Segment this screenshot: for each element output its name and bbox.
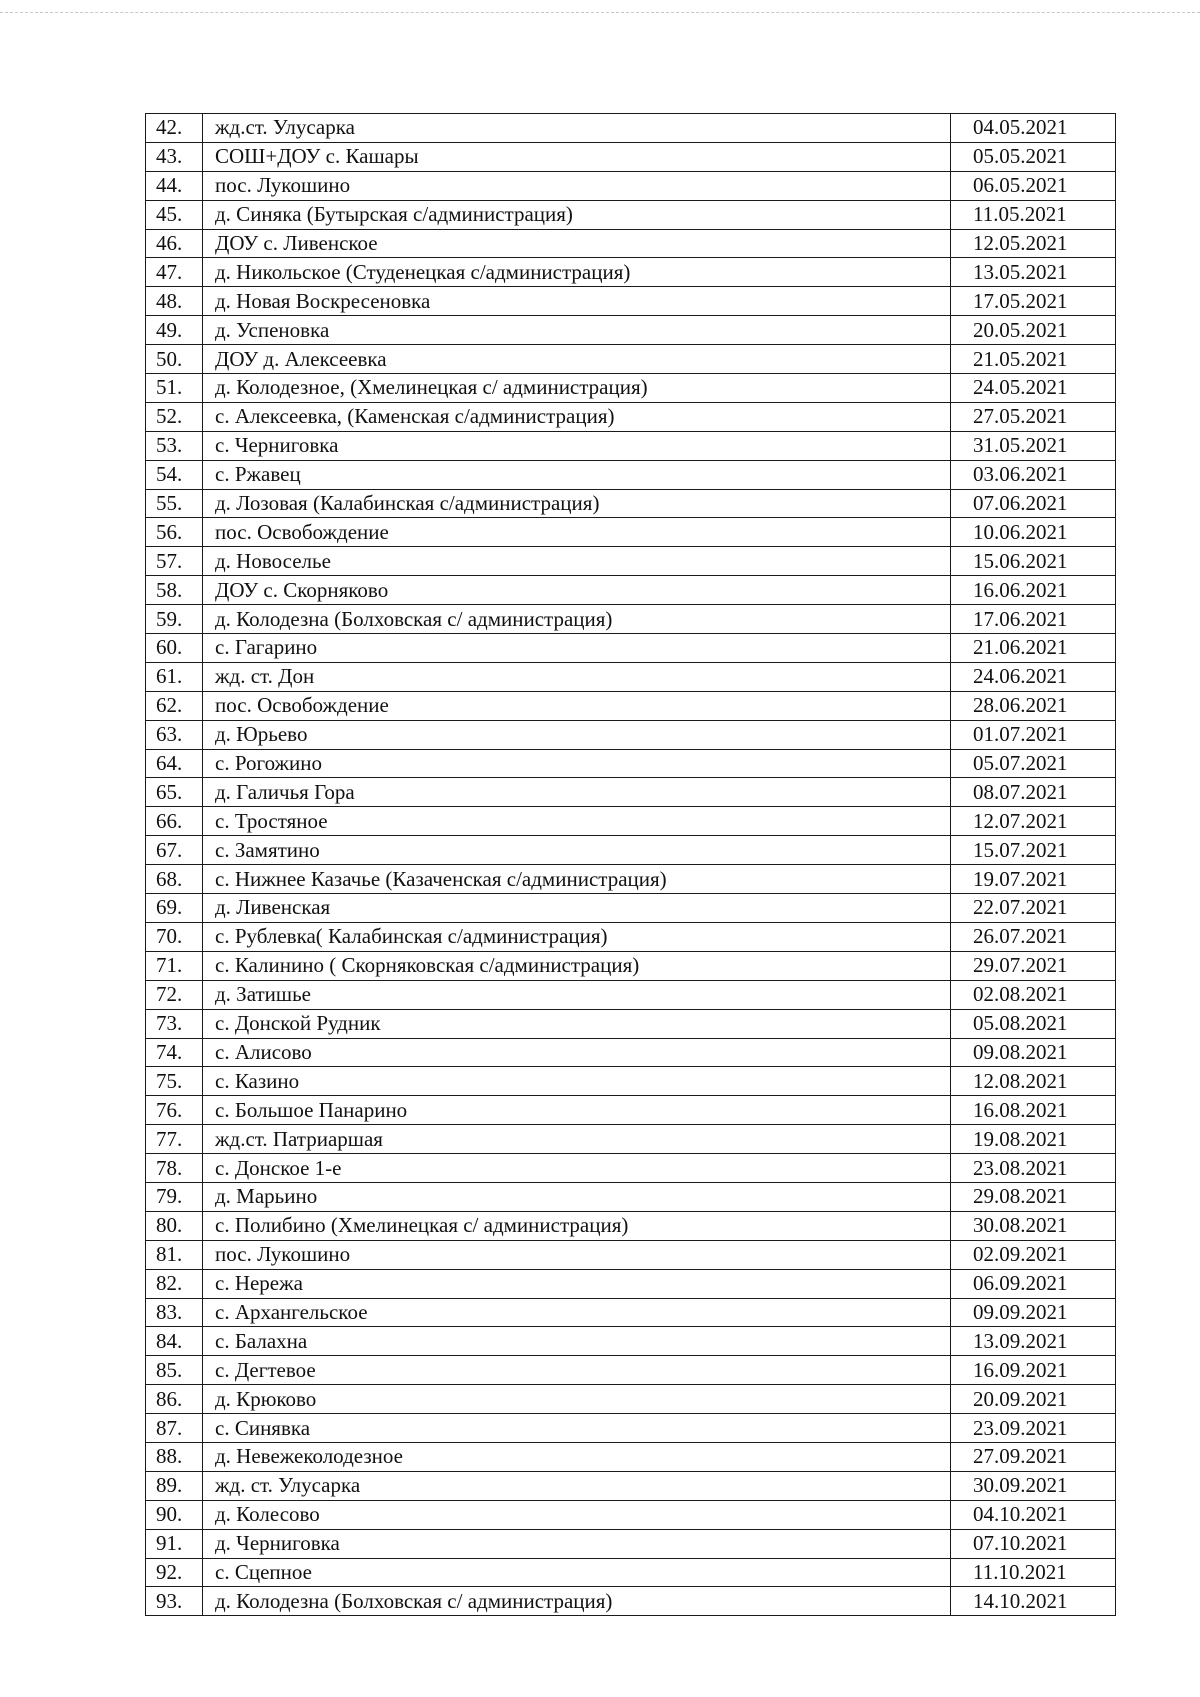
place-name-cell: с. Нережа xyxy=(203,1269,951,1298)
table-row xyxy=(146,1385,1116,1414)
visit-date-cell: 20.09.2021 xyxy=(951,1385,1116,1414)
table-row xyxy=(146,1125,1116,1154)
row-number-cell: 61. xyxy=(146,662,203,691)
row-number-cell: 42. xyxy=(146,114,203,143)
table-row xyxy=(146,402,1116,431)
table-row xyxy=(146,1327,1116,1356)
table-row xyxy=(146,431,1116,460)
place-name-cell: с. Казино xyxy=(203,1067,951,1096)
table-row xyxy=(146,1587,1116,1616)
place-name-cell: с. Сцепное xyxy=(203,1558,951,1587)
visit-date-cell: 05.07.2021 xyxy=(951,749,1116,778)
row-number-cell: 62. xyxy=(146,691,203,720)
row-number-cell: 68. xyxy=(146,865,203,894)
row-number-cell: 84. xyxy=(146,1327,203,1356)
table-row xyxy=(146,1154,1116,1183)
place-name-cell: д. Колесово xyxy=(203,1500,951,1529)
place-name-cell: жд. ст. Улусарка xyxy=(203,1471,951,1500)
row-number-cell: 78. xyxy=(146,1154,203,1183)
visit-date-cell: 09.09.2021 xyxy=(951,1298,1116,1327)
row-number-cell: 58. xyxy=(146,576,203,605)
visit-date-cell: 09.08.2021 xyxy=(951,1038,1116,1067)
table-row xyxy=(146,1269,1116,1298)
visit-date-cell: 07.06.2021 xyxy=(951,489,1116,518)
table-row xyxy=(146,576,1116,605)
row-number-cell: 59. xyxy=(146,605,203,634)
table-row xyxy=(146,460,1116,489)
row-number-cell: 51. xyxy=(146,374,203,403)
table-row xyxy=(146,547,1116,576)
place-name-cell: д. Синяка (Бутырская с/администрация) xyxy=(203,200,951,229)
row-number-cell: 70. xyxy=(146,922,203,951)
table-row xyxy=(146,720,1116,749)
table-row xyxy=(146,489,1116,518)
visit-date-cell: 13.09.2021 xyxy=(951,1327,1116,1356)
table-row xyxy=(146,316,1116,345)
place-name-cell: ДОУ с. Ливенское xyxy=(203,229,951,258)
place-name-cell: ДОУ с. Скорняково xyxy=(203,576,951,605)
visit-date-cell: 19.07.2021 xyxy=(951,865,1116,894)
table-row xyxy=(146,865,1116,894)
visit-date-cell: 17.06.2021 xyxy=(951,605,1116,634)
place-name-cell: д. Колодезна (Болховская с/ администрация) xyxy=(203,605,951,634)
place-name-cell: пос. Освобождение xyxy=(203,518,951,547)
visit-date-cell: 02.08.2021 xyxy=(951,980,1116,1009)
place-name-cell: с. Ржавец xyxy=(203,460,951,489)
visit-date-cell: 28.06.2021 xyxy=(951,691,1116,720)
place-name-cell: д. Никольское (Студенецкая с/администрация) xyxy=(203,258,951,287)
visit-date-cell: 29.07.2021 xyxy=(951,951,1116,980)
row-number-cell: 93. xyxy=(146,1587,203,1616)
visit-date-cell: 24.05.2021 xyxy=(951,374,1116,403)
place-name-cell: с. Алексеевка, (Каменская с/администрация) xyxy=(203,402,951,431)
place-name-cell: д. Колодезна (Болховская с/ администрация) xyxy=(203,1587,951,1616)
place-name-cell: д. Марьино xyxy=(203,1182,951,1211)
visit-date-cell: 24.06.2021 xyxy=(951,662,1116,691)
place-name-cell: пос. Лукошино xyxy=(203,171,951,200)
row-number-cell: 81. xyxy=(146,1240,203,1269)
place-name-cell: с. Донской Рудник xyxy=(203,1009,951,1038)
place-name-cell: д. Крюково xyxy=(203,1385,951,1414)
row-number-cell: 48. xyxy=(146,287,203,316)
row-number-cell: 66. xyxy=(146,807,203,836)
visit-date-cell: 16.09.2021 xyxy=(951,1356,1116,1385)
place-name-cell: с. Тростяное xyxy=(203,807,951,836)
visit-date-cell: 06.05.2021 xyxy=(951,171,1116,200)
visit-date-cell: 30.09.2021 xyxy=(951,1471,1116,1500)
place-name-cell: д. Колодезное, (Хмелинецкая с/ администрация) xyxy=(203,374,951,403)
row-number-cell: 85. xyxy=(146,1356,203,1385)
row-number-cell: 69. xyxy=(146,894,203,923)
place-name-cell: д. Успеновка xyxy=(203,316,951,345)
table-row xyxy=(146,1182,1116,1211)
table-row xyxy=(146,114,1116,143)
place-name-cell: жд. ст. Дон xyxy=(203,662,951,691)
table-row xyxy=(146,1442,1116,1471)
row-number-cell: 86. xyxy=(146,1385,203,1414)
visit-date-cell: 16.06.2021 xyxy=(951,576,1116,605)
place-name-cell: с. Донское 1-е xyxy=(203,1154,951,1183)
place-name-cell: с. Архангельское xyxy=(203,1298,951,1327)
visit-date-cell: 04.05.2021 xyxy=(951,114,1116,143)
row-number-cell: 76. xyxy=(146,1096,203,1125)
table-row xyxy=(146,980,1116,1009)
place-name-cell: с. Полибино (Хмелинецкая с/ администрация) xyxy=(203,1211,951,1240)
table-row xyxy=(146,894,1116,923)
table-row xyxy=(146,1529,1116,1558)
visit-date-cell: 07.10.2021 xyxy=(951,1529,1116,1558)
table-row xyxy=(146,749,1116,778)
row-number-cell: 45. xyxy=(146,200,203,229)
table-row xyxy=(146,229,1116,258)
visit-date-cell: 19.08.2021 xyxy=(951,1125,1116,1154)
table-row xyxy=(146,951,1116,980)
table-row xyxy=(146,1240,1116,1269)
visit-date-cell: 13.05.2021 xyxy=(951,258,1116,287)
visit-date-cell: 23.08.2021 xyxy=(951,1154,1116,1183)
table-row xyxy=(146,1500,1116,1529)
visit-date-cell: 27.09.2021 xyxy=(951,1442,1116,1471)
visit-date-cell: 21.06.2021 xyxy=(951,634,1116,663)
place-name-cell: с. Калинино ( Скорняковская с/администрация) xyxy=(203,951,951,980)
table-row xyxy=(146,171,1116,200)
place-name-cell: жд.ст. Улусарка xyxy=(203,114,951,143)
place-name-cell: с. Рублевка( Калабинская с/администрация) xyxy=(203,922,951,951)
visit-date-cell: 03.06.2021 xyxy=(951,460,1116,489)
row-number-cell: 50. xyxy=(146,345,203,374)
row-number-cell: 82. xyxy=(146,1269,203,1298)
table-row xyxy=(146,1009,1116,1038)
table-row xyxy=(146,345,1116,374)
row-number-cell: 89. xyxy=(146,1471,203,1500)
table-row xyxy=(146,1096,1116,1125)
row-number-cell: 53. xyxy=(146,431,203,460)
table-row xyxy=(146,1038,1116,1067)
place-name-cell: д. Юрьево xyxy=(203,720,951,749)
visit-date-cell: 23.09.2021 xyxy=(951,1414,1116,1443)
place-name-cell: с. Черниговка xyxy=(203,431,951,460)
place-name-cell: д. Галичья Гора xyxy=(203,778,951,807)
row-number-cell: 71. xyxy=(146,951,203,980)
row-number-cell: 57. xyxy=(146,547,203,576)
place-name-cell: д. Новая Воскресеновка xyxy=(203,287,951,316)
table-row xyxy=(146,1356,1116,1385)
place-name-cell: пос. Освобождение xyxy=(203,691,951,720)
visit-date-cell: 11.05.2021 xyxy=(951,200,1116,229)
row-number-cell: 77. xyxy=(146,1125,203,1154)
row-number-cell: 72. xyxy=(146,980,203,1009)
visit-date-cell: 10.06.2021 xyxy=(951,518,1116,547)
scan-edge-line xyxy=(0,12,1200,13)
visit-date-cell: 15.06.2021 xyxy=(951,547,1116,576)
visit-date-cell: 02.09.2021 xyxy=(951,1240,1116,1269)
visit-date-cell: 14.10.2021 xyxy=(951,1587,1116,1616)
visit-date-cell: 30.08.2021 xyxy=(951,1211,1116,1240)
schedule-table xyxy=(145,113,1116,1616)
row-number-cell: 64. xyxy=(146,749,203,778)
visit-date-cell: 26.07.2021 xyxy=(951,922,1116,951)
row-number-cell: 83. xyxy=(146,1298,203,1327)
place-name-cell: с. Синявка xyxy=(203,1414,951,1443)
place-name-cell: д. Черниговка xyxy=(203,1529,951,1558)
visit-date-cell: 01.07.2021 xyxy=(951,720,1116,749)
row-number-cell: 92. xyxy=(146,1558,203,1587)
table-row xyxy=(146,518,1116,547)
row-number-cell: 60. xyxy=(146,634,203,663)
place-name-cell: ДОУ д. Алексеевка xyxy=(203,345,951,374)
place-name-cell: с. Замятино xyxy=(203,836,951,865)
visit-date-cell: 29.08.2021 xyxy=(951,1182,1116,1211)
row-number-cell: 80. xyxy=(146,1211,203,1240)
table-row xyxy=(146,662,1116,691)
visit-date-cell: 12.07.2021 xyxy=(951,807,1116,836)
visit-date-cell: 04.10.2021 xyxy=(951,1500,1116,1529)
row-number-cell: 52. xyxy=(146,402,203,431)
schedule-table-body xyxy=(146,114,1116,1616)
visit-date-cell: 12.05.2021 xyxy=(951,229,1116,258)
visit-date-cell: 11.10.2021 xyxy=(951,1558,1116,1587)
place-name-cell: д. Новоселье xyxy=(203,547,951,576)
visit-date-cell: 05.08.2021 xyxy=(951,1009,1116,1038)
place-name-cell: с. Балахна xyxy=(203,1327,951,1356)
row-number-cell: 56. xyxy=(146,518,203,547)
table-row xyxy=(146,142,1116,171)
table-row xyxy=(146,374,1116,403)
row-number-cell: 90. xyxy=(146,1500,203,1529)
table-row xyxy=(146,1471,1116,1500)
place-name-cell: д. Лозовая (Калабинская с/администрация) xyxy=(203,489,951,518)
place-name-cell: с. Дегтевое xyxy=(203,1356,951,1385)
place-name-cell: с. Гагарино xyxy=(203,634,951,663)
visit-date-cell: 15.07.2021 xyxy=(951,836,1116,865)
row-number-cell: 54. xyxy=(146,460,203,489)
visit-date-cell: 22.07.2021 xyxy=(951,894,1116,923)
row-number-cell: 47. xyxy=(146,258,203,287)
table-row xyxy=(146,807,1116,836)
visit-date-cell: 17.05.2021 xyxy=(951,287,1116,316)
table-row xyxy=(146,258,1116,287)
place-name-cell: д. Затишье xyxy=(203,980,951,1009)
table-row xyxy=(146,1558,1116,1587)
row-number-cell: 74. xyxy=(146,1038,203,1067)
row-number-cell: 49. xyxy=(146,316,203,345)
table-row xyxy=(146,634,1116,663)
row-number-cell: 75. xyxy=(146,1067,203,1096)
visit-date-cell: 31.05.2021 xyxy=(951,431,1116,460)
visit-date-cell: 27.05.2021 xyxy=(951,402,1116,431)
table-row xyxy=(146,1414,1116,1443)
row-number-cell: 63. xyxy=(146,720,203,749)
row-number-cell: 87. xyxy=(146,1414,203,1443)
visit-date-cell: 21.05.2021 xyxy=(951,345,1116,374)
visit-date-cell: 12.08.2021 xyxy=(951,1067,1116,1096)
visit-date-cell: 06.09.2021 xyxy=(951,1269,1116,1298)
row-number-cell: 88. xyxy=(146,1442,203,1471)
row-number-cell: 55. xyxy=(146,489,203,518)
row-number-cell: 44. xyxy=(146,171,203,200)
visit-date-cell: 16.08.2021 xyxy=(951,1096,1116,1125)
row-number-cell: 67. xyxy=(146,836,203,865)
table-row xyxy=(146,200,1116,229)
row-number-cell: 73. xyxy=(146,1009,203,1038)
place-name-cell: СОШ+ДОУ с. Кашары xyxy=(203,142,951,171)
table-row xyxy=(146,691,1116,720)
place-name-cell: пос. Лукошино xyxy=(203,1240,951,1269)
place-name-cell: с. Рогожино xyxy=(203,749,951,778)
table-row xyxy=(146,1298,1116,1327)
visit-date-cell: 08.07.2021 xyxy=(951,778,1116,807)
table-row xyxy=(146,287,1116,316)
place-name-cell: с. Нижнее Казачье (Казаченская с/администрация) xyxy=(203,865,951,894)
row-number-cell: 79. xyxy=(146,1182,203,1211)
table-row xyxy=(146,1067,1116,1096)
place-name-cell: с. Большое Панарино xyxy=(203,1096,951,1125)
table-row xyxy=(146,605,1116,634)
row-number-cell: 43. xyxy=(146,142,203,171)
place-name-cell: с. Алисово xyxy=(203,1038,951,1067)
table-row xyxy=(146,836,1116,865)
place-name-cell: жд.ст. Патриаршая xyxy=(203,1125,951,1154)
row-number-cell: 91. xyxy=(146,1529,203,1558)
row-number-cell: 65. xyxy=(146,778,203,807)
table-row xyxy=(146,922,1116,951)
visit-date-cell: 20.05.2021 xyxy=(951,316,1116,345)
place-name-cell: д. Невежеколодезное xyxy=(203,1442,951,1471)
table-row xyxy=(146,778,1116,807)
visit-date-cell: 05.05.2021 xyxy=(951,142,1116,171)
table-row xyxy=(146,1211,1116,1240)
place-name-cell: д. Ливенская xyxy=(203,894,951,923)
row-number-cell: 46. xyxy=(146,229,203,258)
